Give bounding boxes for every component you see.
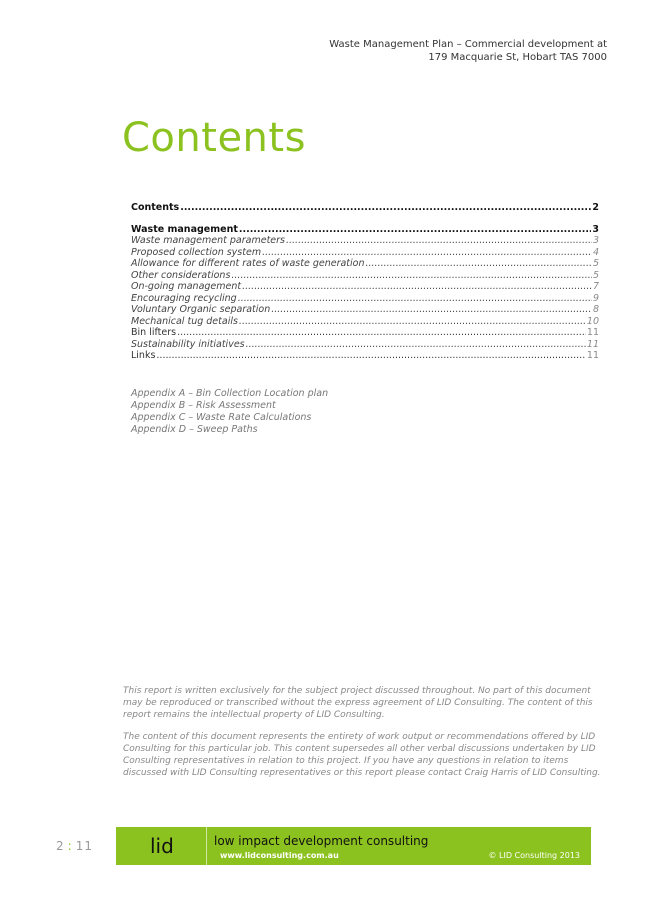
toc-entry-page: 9 [592, 292, 599, 304]
toc-entry-page: 3 [592, 223, 599, 235]
toc-entry-encouraging-recycling[interactable] [131, 293, 599, 305]
toc-entry-page: 3 [592, 235, 599, 246]
disclaimer-paragraph-2: The content of this document represents the entirety of work output or recommendations offered by LID Consulting for this particular job. This content supersedes all other verbal discussions undertaken by LID Consulting representatives in relation to this project. If you have any questions in relation to items discussed with LID Consulting representatives or this report please contact Craig Harris of LID Consulting. [123, 732, 601, 778]
toc-entry-page: 2 [592, 202, 599, 213]
toc-entry-page: 4 [592, 246, 599, 258]
toc-entry-allowance-waste-generation[interactable] [131, 258, 599, 270]
page-number-separator: : [67, 839, 73, 853]
page-title: Contents [122, 115, 306, 161]
toc-entry-label: Bin lifters [131, 327, 177, 338]
toc-entry-page: 10 [586, 315, 599, 327]
toc-entry-page: 11 [586, 327, 599, 338]
disclaimer-paragraph-1: This report is written exclusively for the subject project discussed throughout. No part of this document may be reproduced or transcribed without the express agreement of LID Consulting. The content of this report remains the intellectual property of LID Consulting. [123, 686, 593, 720]
appendix-d[interactable]: Appendix D – Sweep Paths [131, 424, 258, 435]
header-line-2: 179 Macquarie St, Hobart TAS 7000 [428, 52, 607, 63]
toc-entry-page: 5 [592, 269, 599, 281]
toc-entry-label: Waste management [131, 223, 238, 235]
header-line-1: Waste Management Plan – Commercial development at [329, 39, 607, 50]
page-number-current: 2 [56, 839, 65, 853]
toc-entry-on-going-management[interactable] [131, 281, 599, 293]
toc-entry-bin-lifters[interactable] [131, 327, 599, 339]
toc-entry-label: Proposed collection system [131, 246, 262, 258]
toc-entry-other-considerations[interactable] [131, 270, 599, 282]
toc-entry-label: Other considerations [131, 269, 231, 281]
toc-entry-voluntary-organic-separation[interactable] [131, 304, 599, 316]
toc-entry-proposed-collection-system[interactable] [131, 247, 599, 259]
appendix-b[interactable]: Appendix B – Risk Assessment [131, 400, 276, 411]
toc-entry-links[interactable] [131, 350, 599, 362]
toc-entry-contents[interactable] [131, 202, 599, 214]
toc-entry-label: Sustainability initiatives [131, 338, 245, 350]
toc-entry-label: Mechanical tug details [131, 315, 238, 327]
footer-logo: lid [150, 834, 174, 858]
page-number [56, 839, 93, 853]
toc-entry-label: Contents [131, 202, 180, 213]
toc-entry-waste-management[interactable] [131, 224, 599, 236]
footer-divider [206, 827, 207, 865]
toc-entry-label: Waste management parameters [131, 235, 285, 246]
toc-entry-page: 8 [592, 304, 599, 315]
toc-entry-page: 11 [586, 338, 599, 350]
toc-entry-page: 5 [592, 258, 599, 269]
appendix-list [131, 388, 328, 436]
toc-entry-label: Links [131, 350, 156, 361]
table-of-contents [131, 202, 599, 362]
appendix-a[interactable]: Appendix A – Bin Collection Location plan [131, 388, 329, 399]
page-number-total: 11 [75, 839, 93, 853]
toc-entry-page: 11 [586, 350, 599, 361]
toc-entry-label: Encouraging recycling [131, 292, 237, 304]
toc-entry-mechanical-tug-details[interactable] [131, 316, 599, 328]
toc-entry-sustainability-initiatives[interactable] [131, 339, 599, 351]
footer-url-link[interactable]: www.lidconsulting.com.au [220, 851, 339, 860]
appendix-c[interactable]: Appendix C – Waste Rate Calculations [131, 412, 312, 423]
toc-entry-label: Voluntary Organic separation [131, 304, 271, 315]
disclaimer [123, 685, 608, 789]
toc-entry-label: Allowance for different rates of waste generation [131, 258, 365, 269]
document-header [329, 38, 607, 64]
toc-entry-label: On-going management [131, 281, 242, 292]
footer-tagline: low impact development consulting [214, 834, 429, 848]
toc-entry-waste-management-parameters[interactable] [131, 235, 599, 247]
toc-entry-page: 7 [592, 281, 599, 292]
footer-copyright: © LID Consulting 2013 [488, 851, 580, 860]
